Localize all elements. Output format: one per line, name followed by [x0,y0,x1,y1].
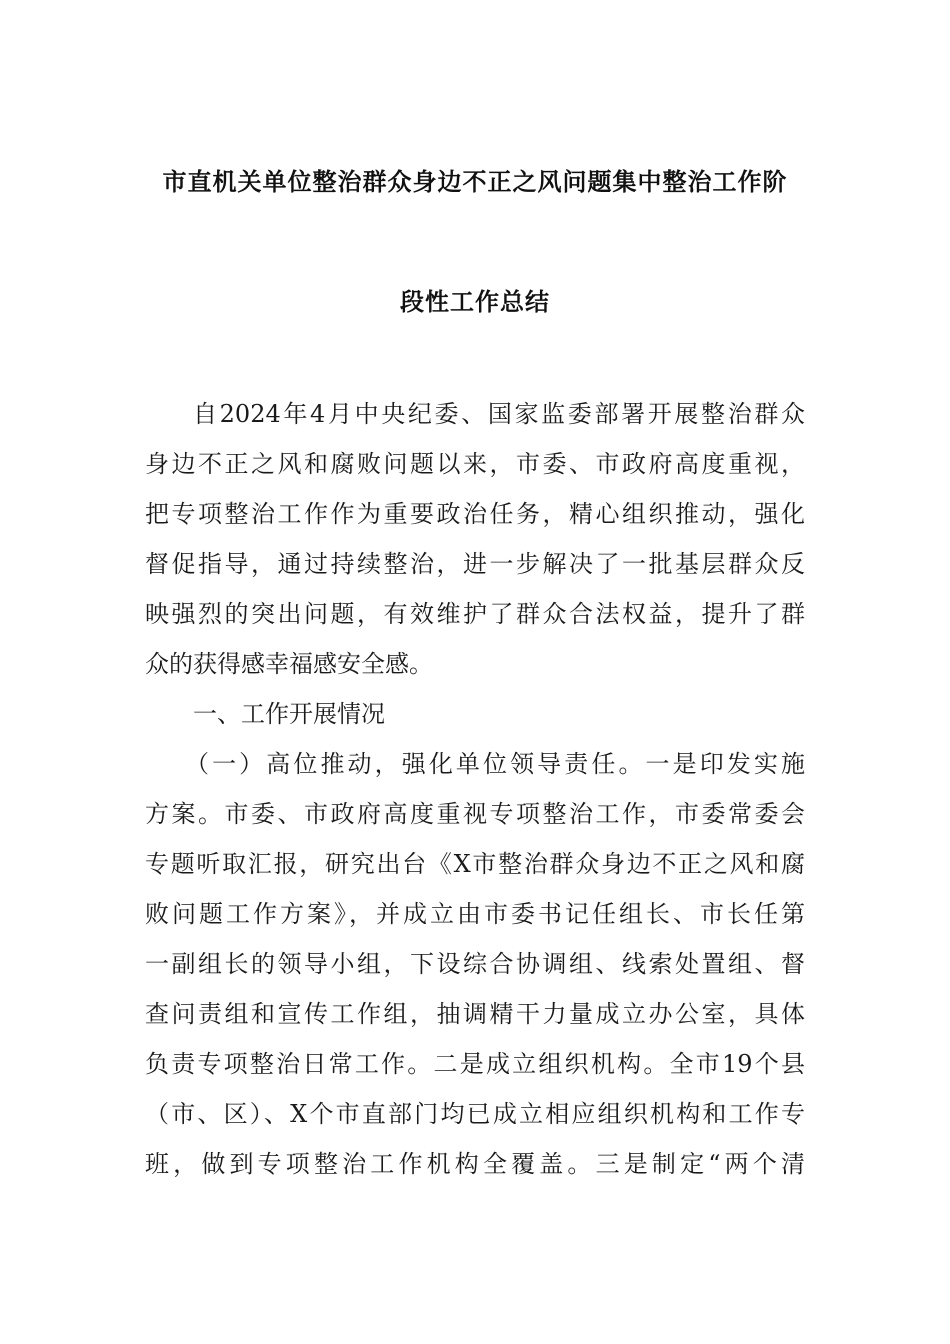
body-line: 专题听取汇报，研究出台《X市整治群众身边不正之风和腐 [145,850,805,878]
body-line: 一副组长的领导小组，下设综合协调组、线索处置组、督 [145,950,805,978]
body-line: 败问题工作方案》，并成立由市委书记任组长、市长任第 [145,900,805,928]
body-line: 自2024年4月中央纪委、国家监委部署开展整治群众 [193,400,805,428]
body-line: 班，做到专项整治工作机构全覆盖。三是制定“两个清 [145,1150,805,1178]
body-line: 身边不正之风和腐败问题以来，市委、市政府高度重视， [145,450,805,478]
body-line: 映强烈的突出问题，有效维护了群众合法权益，提升了群 [145,600,805,628]
body-line: 查问责组和宣传工作组，抽调精干力量成立办公室，具体 [145,1000,805,1028]
section-heading: 一、工作开展情况 [193,700,385,728]
body-line: 众的获得感幸福感安全感。 [145,650,433,678]
body-line: 督促指导，通过持续整治，进一步解决了一批基层群众反 [145,550,805,578]
body-line: 把专项整治工作作为重要政治任务，精心组织推动，强化 [145,500,805,528]
body-line: 方案。市委、市政府高度重视专项整治工作，市委常委会 [145,800,805,828]
body-line: 负责专项整治日常工作。二是成立组织机构。全市19个县 [145,1050,805,1078]
body-line: （市、区）、X个市直部门均已成立相应组织机构和工作专 [145,1100,805,1128]
document-title-line-1: 市直机关单位整治群众身边不正之风问题集中整治工作阶 [162,168,788,196]
document-title-line-2: 段性工作总结 [400,288,550,316]
body-line: （一）高位推动，强化单位领导责任。一是印发实施 [185,750,805,778]
